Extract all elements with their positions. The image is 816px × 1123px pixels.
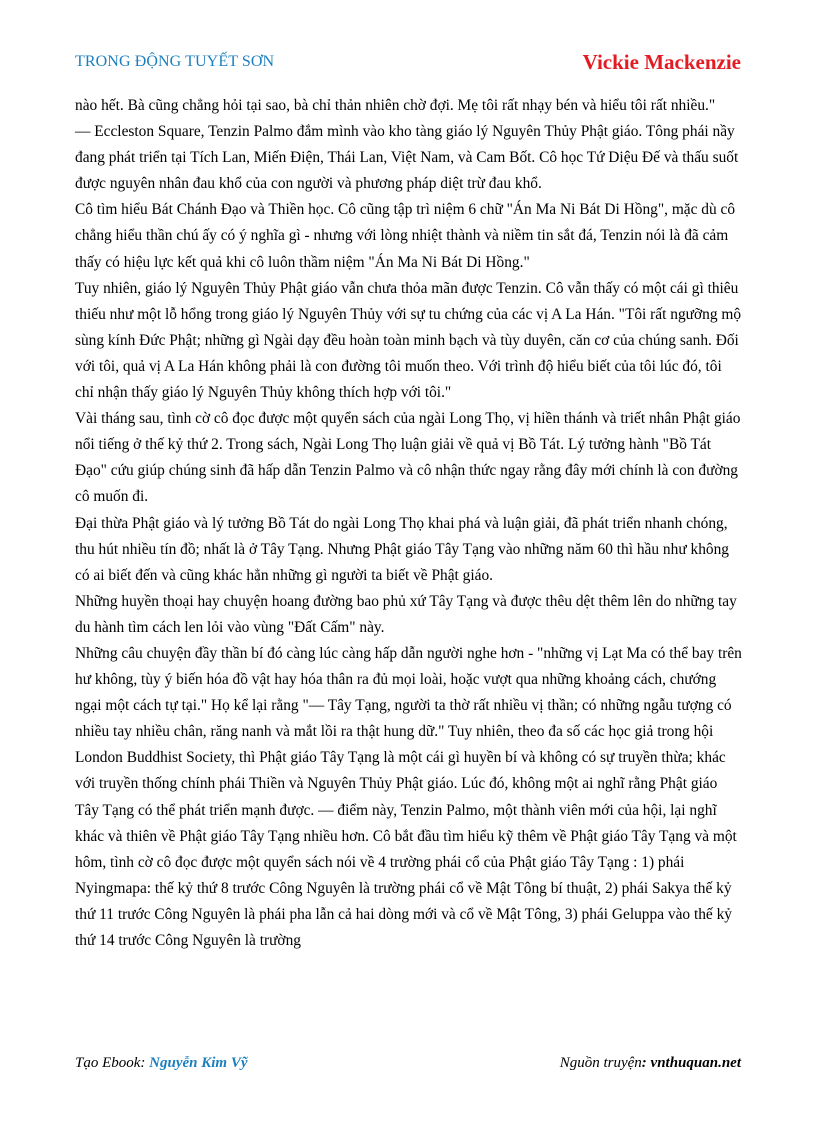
page-header [75,50,741,76]
source-label: Nguồn truyện [559,1055,642,1071]
paragraph: Đại thừa Phật giáo và lý tưởng Bồ Tát do ngài Long Thọ khai phá và luận giải, đã phát triển nhanh chóng, thu hút nhiều tín đồ; nhất là ở Tây Tạng. Nhưng Phật giáo Tây Tạng vào những năm 60 thì hầu như không có ai biết đến và cũng khác hẳn những gì người ta biết về Phật giáo. [75,514,729,584]
book-author: Vickie Mackenzie [582,50,741,74]
book-title: TRONG ĐỘNG TUYẾT SƠN [75,53,275,70]
paragraph: Vài tháng sau, tình cờ cô đọc được một quyển sách của ngài Long Thọ, vị hiền thánh và triết nhân Phật giáo nổi tiếng ở thế kỷ thứ 2. Trong sách, Ngài Long Thọ luận giải về quả vị Bồ Tát. Lý tưởng hành "Bồ Tát Đạo" cứu giúp chúng sinh đã hấp dẫn Tenzin Palmo và cô nhận thức ngay rằng đây mới chính là con đường cô muốn đi. [75,410,741,506]
paragraph: Cô tìm hiểu Bát Chánh Đạo và Thiền học. Cô cũng tập trì niệm 6 chữ "Án Ma Ni Bát Di Hồng", mặc dù cô chẳng hiểu thần chú ấy có ý nghĩa gì - nhưng với lòng nhiệt thành và niềm tin sắt đá, Tenzin nói là đã cảm thấy có hiệu lực kết quả khi cô luôn thầm niệm "Án Ma Ni Bát Di Hồng." [75,201,736,271]
page-footer [75,1055,741,1077]
paragraph: Những câu chuyện đầy thần bí đó càng lúc càng hấp dẫn người nghe hơn - "những vị Lạt Ma có thể bay trên hư không, tùy ý biến hóa đồ vật hay hóa thân ra đủ mọi loài, hoặc vượt qua những khoảng cách, chướng ngại một cách tự tại." Họ kể lại rằng "— Tây Tạng, người ta thờ rất nhiều vị thần; có những ngẫu tượng có nhiều tay nhiều chân, răng nanh và mắt lồi ra thật hung dữ." Tuy nhiên, theo đa số các học giả trong hội London Buddhist Society, thì Phật giáo Tây Tạng là một cái gì huyền bí và không có sự truyền thừa; khác với truyền thống chính phái Thiền và Nguyên Thủy Phật giáo. Lúc đó, không một ai nghĩ rằng Phật giáo Tây Tạng có thể phát triển mạnh được. — điểm này, Tenzin Palmo, một thành viên mới của hội, lại nghĩ khác và thiên về Phật giáo Tây Tạng nhiều hơn. Cô bắt đầu tìm hiểu kỹ thêm về Phật giáo Tây Tạng và một hôm, tình cờ cô đọc được một quyển sách nói về 4 trường phái cổ của Phật giáo Tây Tạng : 1) phái Nyingmapa: thế kỷ thứ 8 trước Công Nguyên là trường phái cổ về Mật Tông bí thuật, 2) phái Sakya thế kỷ thứ 11 trước Công Nguyên là phái pha lẫn cả hai dòng mới và cổ về Mật Tông, 3) phái Geluppa vào thế kỷ thứ 14 trước Công Nguyên là trường [75,644,742,949]
ebook-author-link[interactable]: Nguyễn Kim Vỹ [149,1055,248,1071]
paragraph: — Eccleston Square, Tenzin Palmo đắm mình vào kho tàng giáo lý Nguyên Thủy Phật giáo. Tông phái nầy đang phát triển tại Tích Lan, Miến Điện, Thái Lan, Việt Nam, và Cam Bốt. Cô học Tứ Diệu Đế và thấu suốt được nguyên nhân đau khổ của con người và phương pháp diệt trừ đau khổ. [75,123,739,193]
page-body [75,93,743,954]
paragraph: Tuy nhiên, giáo lý Nguyên Thủy Phật giáo vẫn chưa thỏa mãn được Tenzin. Cô vẫn thấy có một cái gì thiêu thiếu như một lỗ hổng trong giáo lý Nguyên Thủy với sự tu chứng của các vị A La Hán. "Tôi rất ngưỡng mộ sùng kính Đức Phật; những gì Ngài dạy đều hoàn toàn minh bạch và tùy duyên, căn cơ của chúng sanh. Đối với tôi, quả vị A La Hán không phải là con đường tôi muốn theo. Với trình độ hiểu biết của tôi lúc đó, tôi chỉ nhận thấy giáo lý Nguyên Thủy không thích hợp với tôi." [75,279,742,402]
ebook-credit [75,1055,248,1072]
ebook-label: Tạo Ebook [75,1055,141,1071]
ebook-separator: : [140,1055,150,1071]
source-separator: : [641,1055,651,1071]
source-site-link[interactable]: vnthuquan.net [650,1055,741,1071]
paragraph: nào hết. Bà cũng chẳng hỏi tại sao, bà chỉ thản nhiên chờ đợi. Mẹ tôi rất nhạy bén và hiểu tôi rất nhiều." [75,97,716,114]
source-credit [560,1055,741,1072]
paragraph: Những huyền thoại hay chuyện hoang đường bao phủ xứ Tây Tạng và được thêu dệt thêm lên do những tay du hành tìm cách len lỏi vào vùng "Đất Cấm" này. [75,592,737,636]
